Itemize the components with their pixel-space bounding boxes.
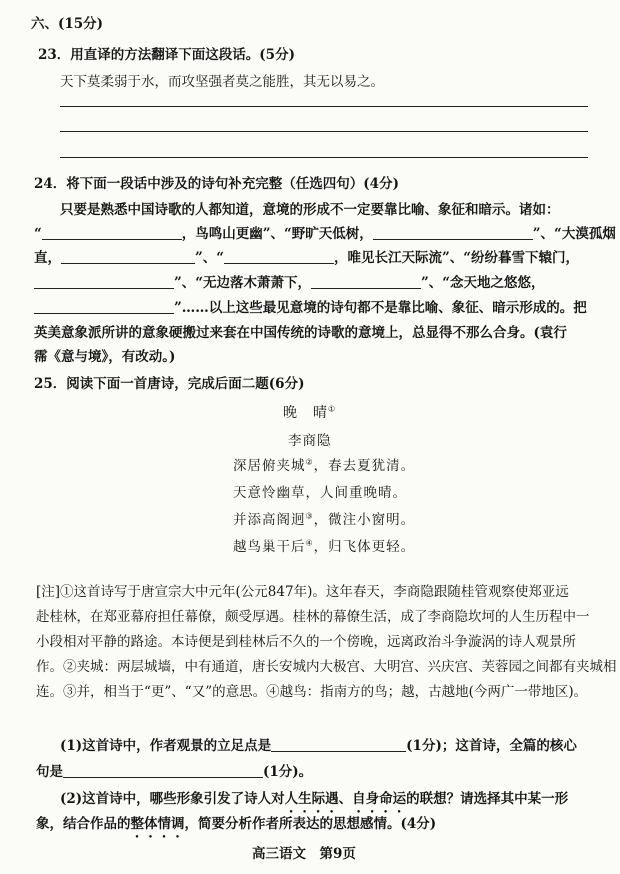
fill-blank — [34, 300, 174, 314]
answer-line — [60, 106, 588, 107]
answer-line — [60, 131, 588, 132]
q23-source-text: 天下莫柔弱于水，而攻坚强者莫之能胜，其无以易之。 — [60, 74, 384, 90]
q25-sub1-line-1: (1)这首诗中，作者观景的立足点是 (1分)；这首诗，全篇的核心 — [60, 738, 577, 754]
fill-blank — [271, 738, 406, 752]
poem-line-1: 深居俯夹城②，春去夏犹清。 — [233, 457, 416, 474]
q23-prompt: 23．用直译的方法翻译下面这段话。(5分) — [38, 47, 295, 63]
fill-blank — [224, 250, 334, 264]
notes-line-5: 连。③并，相当于“更”、“又”的意思。④越鸟：指南方的鸟；越，古越地(今两广一带地区)。 — [36, 684, 588, 700]
poem-author: 李商隐 — [288, 433, 332, 449]
fill-blank — [311, 275, 421, 289]
fill-blank — [42, 226, 182, 240]
q24-line-5: ”……以上这些最见意境的诗句都不是靠比喻、象征、暗示形成的。把 — [34, 296, 587, 316]
fill-blank — [373, 226, 533, 240]
q24-line-6: 英美意象派所讲的意象硬搬过来套在中国传统的诗歌的意境上，总显得不那么合身。(袁行 — [34, 325, 567, 341]
q25-sub2-line-2: 象，结合作品的整体情调，简要分析作者所表达的思想感情。(4分) — [36, 816, 437, 832]
q24-prompt: 24．将下面一段话中涉及的诗句补充完整（任选四句）(4分) — [34, 176, 399, 192]
q25-prompt: 25．阅读下面一首唐诗，完成后面二题(6分) — [34, 376, 305, 392]
notes-line-3: 小段相对平静的路途。本诗便是到桂林后不久的一个傍晚，远离政治斗争漩涡的诗人观景所 — [36, 634, 576, 650]
notes-line-1: [注]①这首诗写于唐宣宗大中元年(公元847年)。这年春天，李商隐跟随桂管观察使郑亚远 — [36, 584, 569, 600]
poem-line-4: 越鸟巢干后④，归飞体更轻。 — [233, 538, 416, 555]
fill-blank — [61, 250, 195, 264]
q24-line-3: 直， ”、“ ，唯见长江天际流”、“纷纷暮雪下辕门， — [34, 250, 580, 266]
q25-sub1-line-2: 句是 (1分)。 — [36, 764, 313, 780]
section-heading: 六、(15分) — [31, 16, 104, 32]
q24-line-4: ”、“无边落木萧萧下， ”、“念天地之悠悠， — [34, 271, 545, 291]
poem-line-3: 并添高阁迥③，微注小窗明。 — [233, 511, 416, 528]
answer-line — [60, 157, 588, 158]
poem-title: 晚 晴① — [283, 404, 337, 421]
fill-blank — [63, 764, 263, 778]
q24-line-7: 霈《意与境》，有改动。) — [34, 349, 176, 365]
q24-line-2: “ ，鸟鸣山更幽”、“野旷天低树， ”、“大漠孤烟 — [34, 226, 616, 242]
q25-sub2-line-1: (2)这首诗中，哪些形象引发了诗人对人生际遇、自身命运的联想？请选择其中某一形 — [60, 791, 569, 807]
notes-line-4: 作。②夹城：两层城墙，中有通道，唐长安城内大极宫、大明宫、兴庆宫、芙蓉园之间都有夹城相 — [36, 659, 617, 675]
notes-line-2: 赴桂林，在郑亚幕府担任幕僚，颇受厚遇。桂林的幕僚生活，成了李商隐坎坷的人生历程中一 — [36, 609, 590, 625]
poem-line-2: 天意怜幽草，人间重晚晴。 — [233, 485, 407, 501]
q24-line-1: 只要是熟悉中国诗歌的人都知道，意境的形成不一定要靠比喻、象征和暗示。诸如： — [60, 202, 560, 218]
page-footer: 高三语文 第9页 — [252, 846, 356, 862]
fill-blank — [34, 275, 174, 289]
